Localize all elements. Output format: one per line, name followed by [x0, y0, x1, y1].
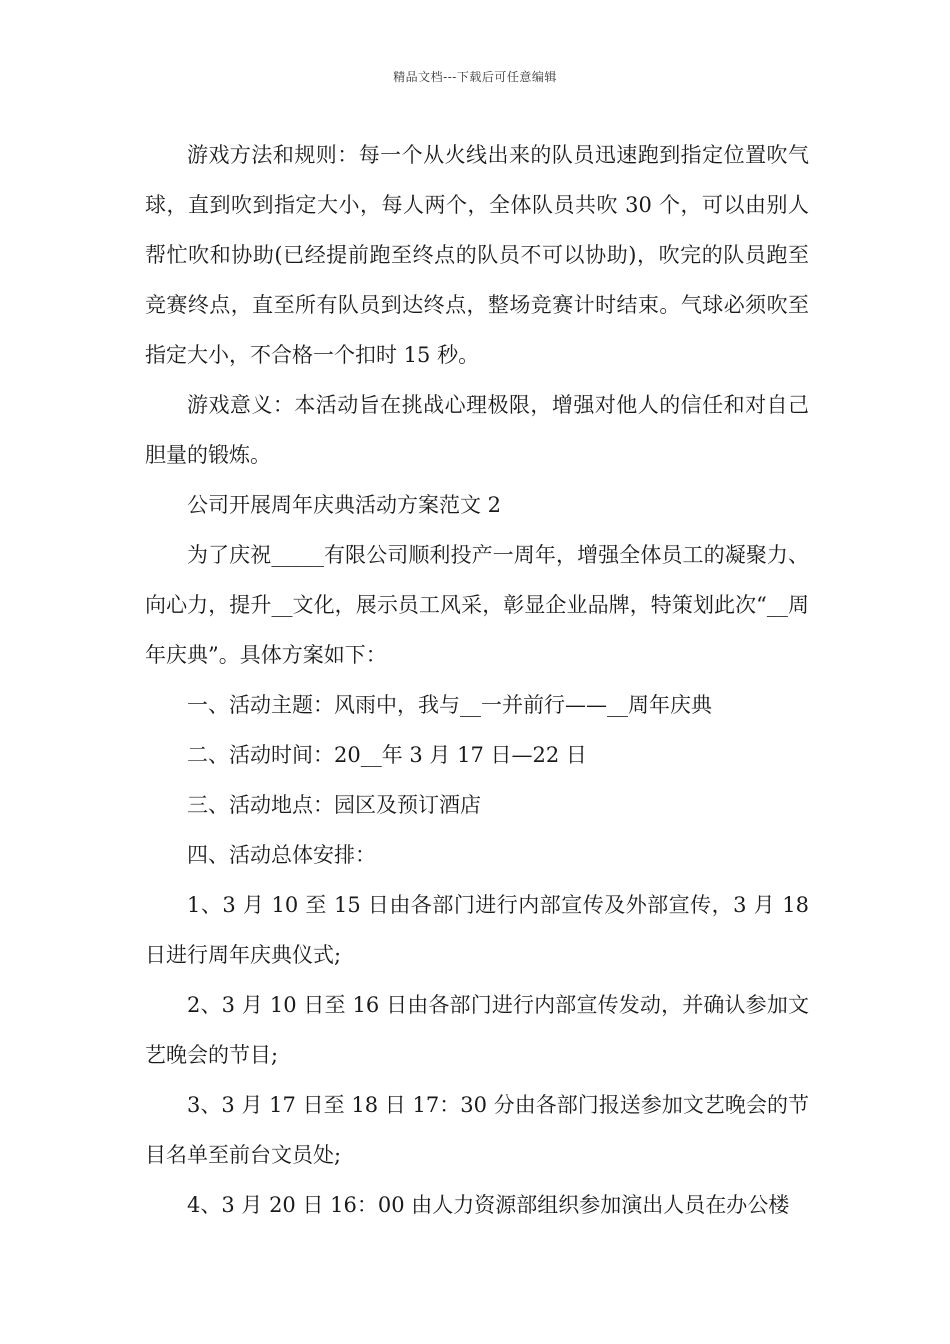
document-body [145, 130, 816, 1230]
arrangement-step-3: 3、3 月 17 日至 18 日 17：30 分由各部门报送参加文艺晚会的节目名单至前台文员处; [145, 1093, 809, 1167]
list-item-location: 三、活动地点：园区及预订酒店 [187, 793, 481, 817]
arrangement-step-2: 2、3 月 10 日至 16 日由各部门进行内部宣传发动，并确认参加文艺晚会的节目; [145, 993, 809, 1067]
paragraph-intro: 为了庆祝_____有限公司顺利投产一周年，增强全体员工的凝聚力、向心力，提升__文化，展示员工风采，彰显企业品牌，特策划此次“__周年庆典”。具体方案如下： [145, 543, 809, 667]
list-item-theme: 一、活动主题：风雨中，我与__一并前行——__周年庆典 [187, 693, 712, 717]
paragraph-game-rules: 游戏方法和规则：每一个从火线出来的队员迅速跑到指定位置吹气球，直到吹到指定大小，每人两个，全体队员共吹 30 个，可以由别人帮忙吹和协助(已经提前跑至终点的队员不可以协助)，吹完的队员跑至竞赛终点，直至所有队员到达终点，整场竞赛计时结束。气球必须吹至指定大小，不合格一个扣时 15 秒。 [145, 143, 809, 367]
list-item-arrangement: 四、活动总体安排： [187, 843, 376, 867]
arrangement-step-1: 1、3 月 10 至 15 日由各部门进行内部宣传及外部宣传，3 月 18 日进行周年庆典仪式; [145, 893, 816, 967]
page-header: 精品文档---下载后可任意编辑 [393, 70, 557, 84]
list-item-time: 二、活动时间：20__年 3 月 17 日—22 日 [187, 743, 587, 767]
paragraph-game-meaning: 游戏意义：本活动旨在挑战心理极限，增强对他人的信任和对自己胆量的锻炼。 [145, 393, 809, 467]
section-title: 公司开展周年庆典活动方案范文 2 [187, 493, 502, 517]
arrangement-step-4: 4、3 月 20 日 16：00 由人力资源部组织参加演出人员在办公楼 [187, 1193, 790, 1217]
